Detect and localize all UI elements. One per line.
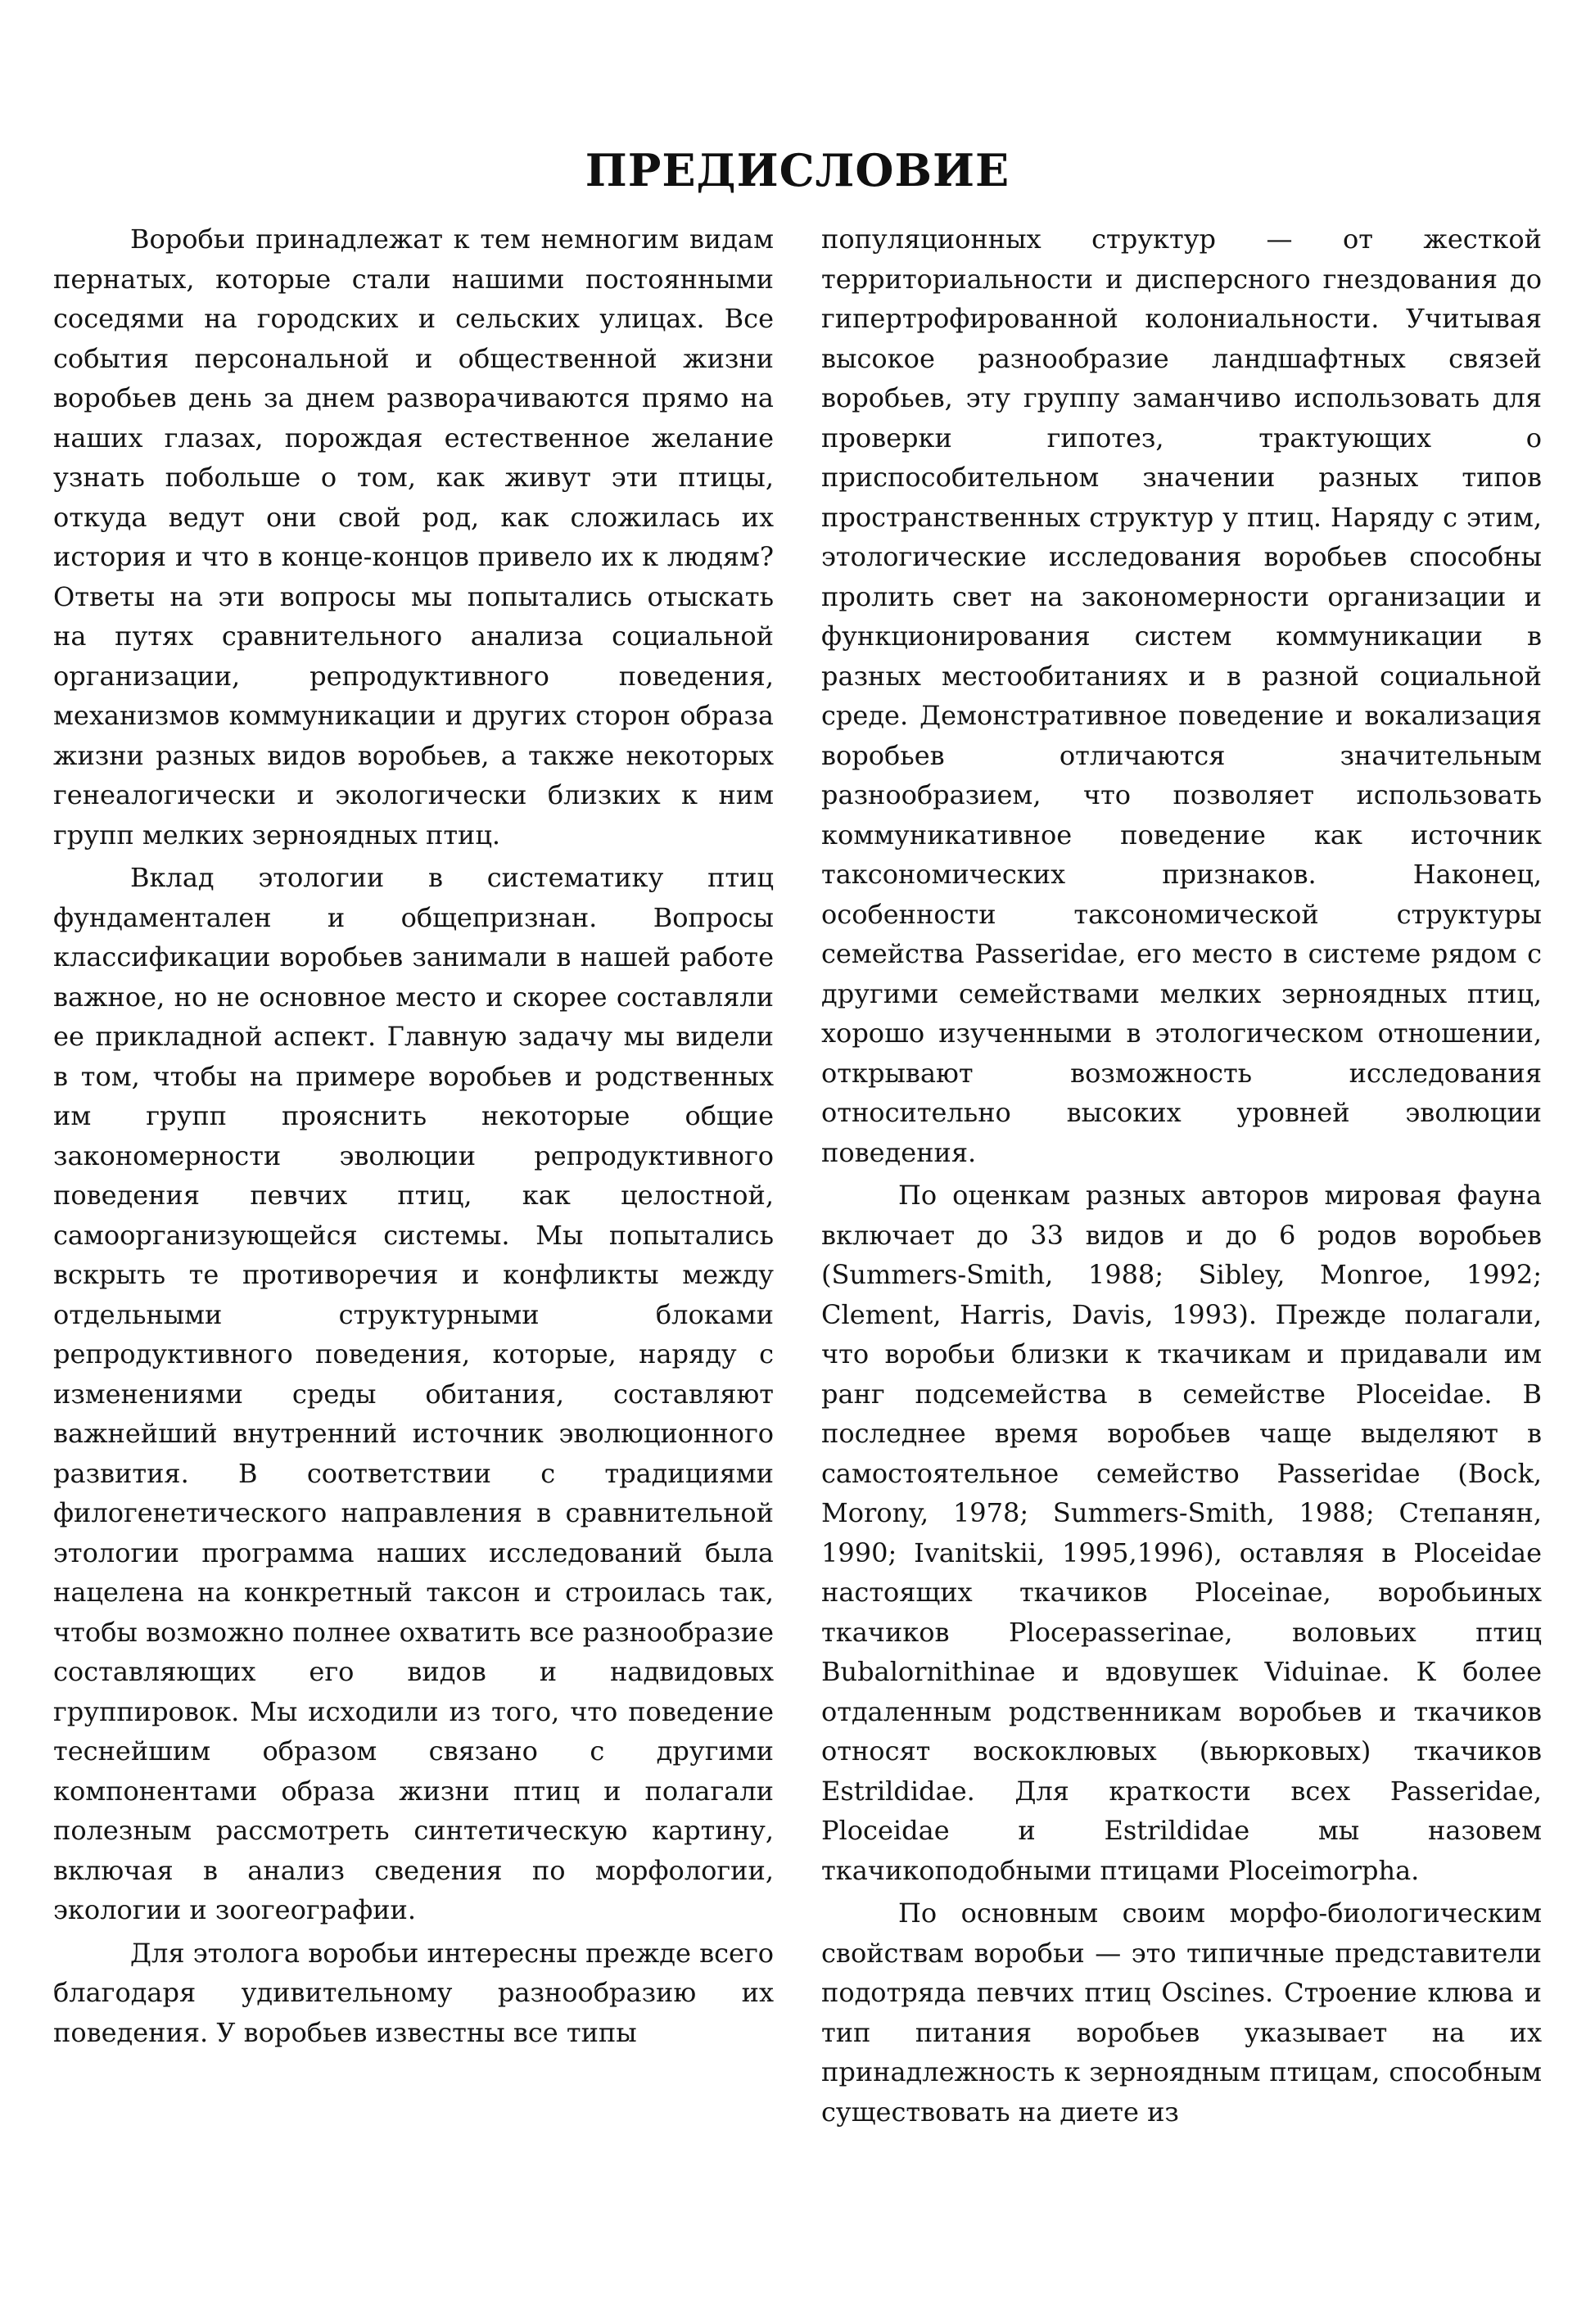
paragraph: По оценкам разных авторов мировая фауна включает до 33 видов и до 6 родов воробьев (Summers-Smith, 1988; Sibley, Monroe, 1992; Clement, Harris, Davis, 1993). Прежде полагали, что воробьи близки к ткачикам и придавали им ранг подсемейства в семействе Ploceidae. В последнее время воробьев чаще выделяют в самостоятельное семейство Passeridae (Bock, Morony, 1978; Summers-Smith, 1988; Степанян, 1990; Ivanitskii, 1995,1996), оставляя в Ploceidae настоящих ткачиков Ploceinae, воробьиных ткачиков Plocepasserinae, воловьих птиц Bubalornithinae и вдовушек Viduinae. К более отдаленным родственникам воробьев и ткачиков относят воскоклювых (вьюрковых) ткачиков Estrildidae. Для краткости всех Passeridae, Ploceidae и Estrildidae мы назовем ткачикоподобными птицами Ploceimorpha. bbox=[821, 1180, 1542, 1886]
paragraph: Для этолога воробьи интересны прежде всего благодаря удивительному разнообразию их поведения. У воробьев известны все типы bbox=[53, 1937, 774, 2048]
paragraph: По основным своим морфо-биологическим свойствам воробьи — это типичные представители подотряда певчих птиц Oscines. Строение клюва и тип питания воробьев указывает на их принадлежность к зерноядным птицам, способным существовать на диете из bbox=[821, 1898, 1542, 2128]
paragraph: Вклад этологии в систематику птиц фундаментален и общепризнан. Вопросы классификации воробьев занимали в нашей работе важное, но не основное место и скорее составляли ее прикладной аспект. Главную задачу мы видели в том, чтобы на примере воробьев и родственных им групп прояснить некоторые общие закономерности эволюции репродуктивного поведения певчих птиц, как целостной, самоорганизующейся системы. Мы попытались вскрыть те противоречия и конфликты между отдельными структурными блоками репродуктивного поведения, которые, наряду с изменениями среды обитания, составляют важнейший внутренний источник эволюционного развития. В соответствии с традициями филогенетического направления в сравнительной этологии программа наших исследований была нацелена на конкретный таксон и строилась так, чтобы возможно полнее охватить все разнообразие составляющих его видов и надвидовых группировок. Мы исходили из того, что поведение теснейшим образом связано с другими компонентами образа жизни птиц и полагали полезным рассмотреть синтетическую картину, включая в анализ сведения по морфологии, экологии и зоогеографии. bbox=[53, 862, 774, 1925]
paragraph-continuation: популяционных структур — от жесткой территориальности и дисперсного гнездования до гипертрофированной колониальности. Учитывая высокое разнообразие ландшафтных связей воробьев, эту группу заманчиво использовать для проверки гипотез, трактующих о приспособительном значении разных типов пространственных структур у птиц. Наряду с этим, этологические исследования воробьев способны пролить свет на закономерности организации и функционирования систем коммуникации в разных местообитаниях и в разной социальной среде. Демонстративное поведение и вокализация воробьев отличаются значительным разнообразием, что позволяет использовать коммуникативное поведение как источник таксономических признаков. Наконец, особенности таксономической структуры семейства Passeridae, его место в системе рядом с другими семействами мелких зерноядных птиц, хорошо изученными в этологическом отношении, открывают возможность исследования относительно высоких уровней эволюции поведения. bbox=[821, 223, 1542, 1168]
right-column bbox=[821, 219, 1542, 2132]
page-title: ПРЕДИСЛОВИЕ bbox=[585, 144, 1010, 197]
left-column bbox=[53, 219, 774, 2052]
paragraph: Воробьи принадлежат к тем немногим видам пернатых, которые стали нашими постоянными соседями на городских и сельских улицах. Все события персональной и общественной жизни воробьев день за днем разворачиваются прямо на наших глазах, порождая естественное желание узнать побольше о том, как живут эти птицы, откуда ведут они свой род, как сложилась их история и что в конце-концов привело их к людям? Ответы на эти вопросы мы попытались отыскать на путях сравнительного анализа социальной организации, репродуктивного поведения, механизмов коммуникации и других сторон образа жизни разных видов воробьев, а также некоторых генеалогически и экологически близких к ним групп мелких зерноядных птиц. bbox=[53, 223, 774, 851]
